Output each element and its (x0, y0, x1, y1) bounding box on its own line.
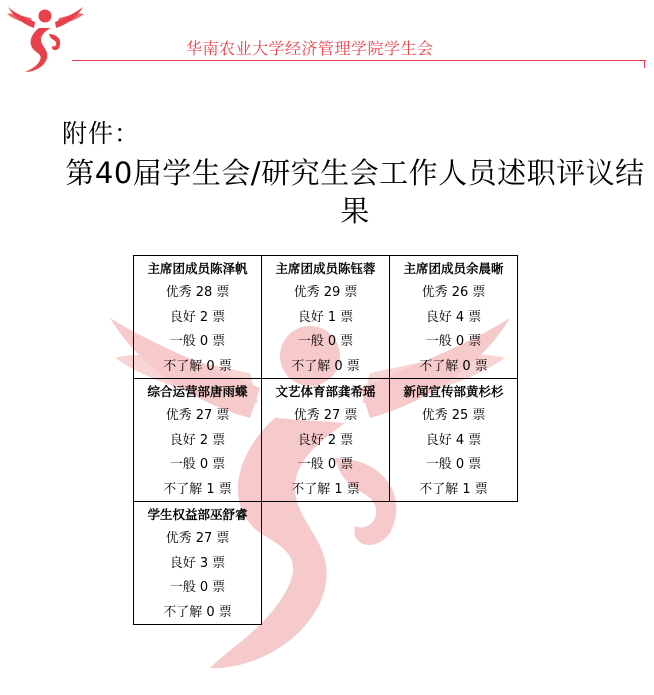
excellent-votes: 优秀 25 票 (421, 408, 486, 423)
member-name: 新闻宣传部黄杉杉 (403, 384, 504, 399)
member-name: 学生权益部巫舒睿 (147, 507, 248, 522)
header-divider-end (628, 60, 645, 68)
member-name: 主席团成员余晨晰 (403, 261, 504, 276)
unknown-votes: 不了解 1 票 (291, 481, 360, 497)
average-votes: 一般 0 票 (297, 334, 354, 350)
member-name: 主席团成员陈钰蓉 (275, 261, 376, 276)
unknown-votes: 不了解 1 票 (163, 481, 232, 497)
good-votes: 良好 4 票 (425, 309, 482, 325)
good-votes: 良好 3 票 (169, 555, 226, 571)
excellent-votes: 优秀 27 票 (293, 408, 358, 423)
average-votes: 一般 0 票 (425, 334, 482, 350)
vote-results-table (133, 255, 518, 625)
member-cell (390, 379, 518, 502)
unknown-votes: 不了解 0 票 (291, 358, 360, 374)
member-cell (134, 256, 262, 379)
good-votes: 良好 1 票 (297, 309, 354, 325)
student-union-logo (5, 4, 87, 74)
average-votes: 一般 0 票 (169, 457, 226, 473)
excellent-votes: 优秀 27 票 (165, 408, 230, 423)
good-votes: 良好 2 票 (297, 432, 354, 448)
good-votes: 良好 4 票 (425, 432, 482, 448)
unknown-votes: 不了解 0 票 (419, 358, 488, 374)
excellent-votes: 优秀 26 票 (421, 285, 486, 300)
member-cell (262, 256, 390, 379)
empty-cell (390, 502, 518, 625)
excellent-votes: 优秀 29 票 (293, 285, 358, 300)
average-votes: 一般 0 票 (425, 457, 482, 473)
average-votes: 一般 0 票 (169, 580, 226, 596)
member-cell (134, 379, 262, 502)
excellent-votes: 优秀 27 票 (165, 531, 230, 546)
unknown-votes: 不了解 0 票 (163, 604, 232, 620)
member-cell (390, 256, 518, 379)
empty-cell (262, 502, 390, 625)
excellent-votes: 优秀 28 票 (165, 285, 230, 300)
member-cell (134, 502, 262, 625)
member-cell (262, 379, 390, 502)
average-votes: 一般 0 票 (297, 457, 354, 473)
attachment-label: 附件： (62, 119, 141, 148)
good-votes: 良好 2 票 (169, 309, 226, 325)
good-votes: 良好 2 票 (169, 432, 226, 448)
document-title: 第40届学生会/研究生会工作人员述职评议结果 (65, 156, 645, 228)
member-name: 文艺体育部龚希瑶 (275, 384, 376, 399)
average-votes: 一般 0 票 (169, 334, 226, 350)
member-name: 主席团成员陈泽帆 (147, 261, 248, 276)
unknown-votes: 不了解 1 票 (419, 481, 488, 497)
member-name: 综合运营部唐雨蝶 (147, 384, 248, 399)
header-divider (72, 60, 646, 61)
organization-name: 华南农业大学经济管理学院学生会 (186, 39, 434, 58)
unknown-votes: 不了解 0 票 (163, 358, 232, 374)
